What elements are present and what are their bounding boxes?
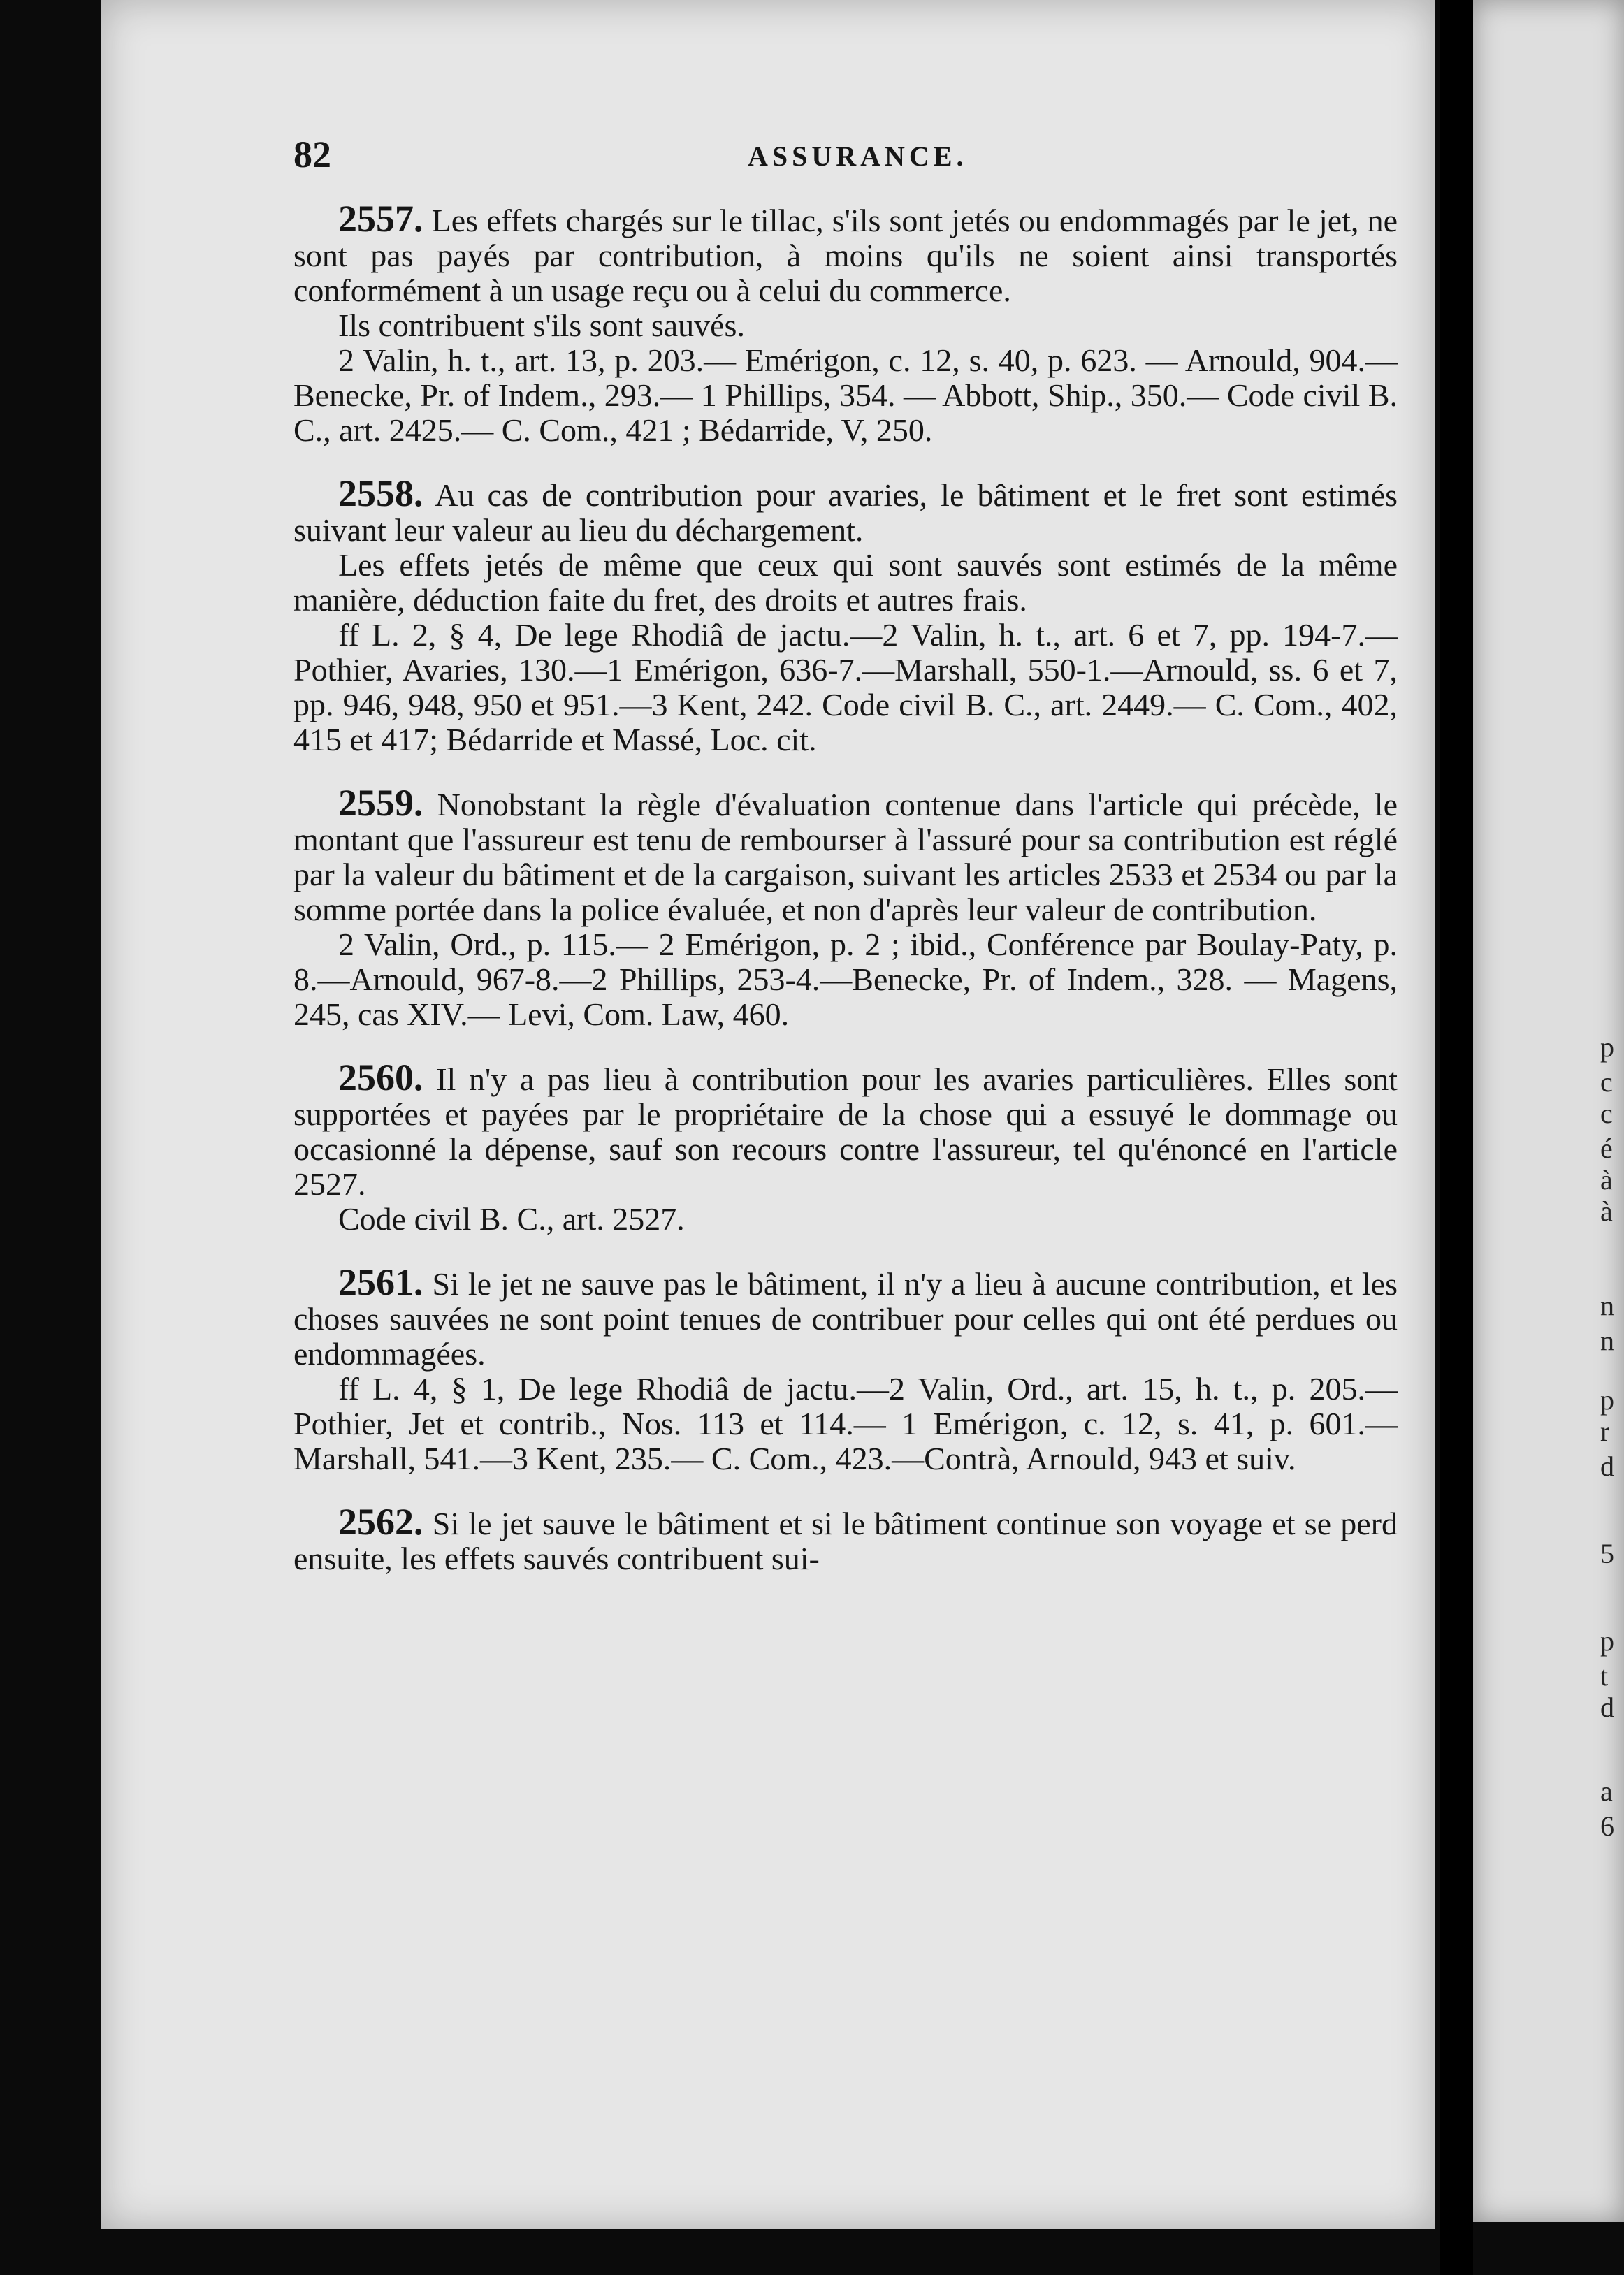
article-references: ff L. 2, § 4, De lege Rhodiâ de jactu.—2 Valin, h. t., art. 6 et 7, pp. 194-7.—Pothier, Avaries, 130.—1 Emérigon, 636-7.—Marshall, 550-1.—Arnould, ss. 6 et 7, pp. 946, 948, 950 et 951.—3 Kent, 242. Code civil B. C., art. 2449.— C. Com., 402, 415 et 417; Bédarride et Massé, Loc. cit. [293,617,1398,757]
facing-page-glyph: p [1600,1031,1614,1063]
running-title: ASSURANCE. [748,140,968,172]
page-content [293,133,1398,1604]
article-text [293,198,1398,308]
articles-list [293,198,1398,1576]
facing-page-glyph: r [1600,1416,1610,1447]
article-text [293,1261,1398,1372]
facing-page-glyph: c [1600,1098,1613,1129]
article-number: 2561. [338,1261,423,1303]
facing-page-glyph: n [1600,1325,1614,1356]
facing-page-glyph: à [1600,1195,1613,1227]
facing-page-glyph: 5 [1600,1538,1614,1569]
facing-page-glyph: d [1600,1692,1614,1723]
facing-page-glyph: c [1600,1066,1613,1098]
article-references: 2 Valin, Ord., p. 115.— 2 Emérigon, p. 2 ; ibid., Conférence par Boulay-Paty, p. 8.—Arnould, 967-8.—2 Phillips, 253-4.—Benecke, Pr. of Indem., 328. — Magens, 245, cas XIV.— Levi, Com. Law, 460. [293,926,1398,1032]
article-body: Il n'y a pas lieu à contribution pour les avaries particulières. Elles sont supportées et payées par le propriétaire de la chose qui a essuyé le dommage ou occasionné la dépense, sauf son recours contre l'assureur, tel qu'énoncé en l'article 2527. [293,1061,1398,1202]
facing-page-glyph: é [1600,1133,1613,1164]
article-number: 2558. [338,472,423,514]
article-text [293,1501,1398,1576]
facing-page-glyph: 6 [1600,1810,1614,1842]
article-references: 2 Valin, h. t., art. 13, p. 203.— Emérigon, c. 12, s. 40, p. 623. — Arnould, 904.—Benecke, Pr. of Indem., 293.— 1 Phillips, 354. — Abbott, Ship., 350.— Code civil B. C., art. 2425.— C. Com., 421 ; Bédarride, V, 250. [293,342,1398,448]
facing-page-glyph: a [1600,1775,1613,1807]
article-2560 [293,1056,1398,1237]
article-body: Nonobstant la règle d'évaluation contenue dans l'article qui précède, le montant que l'assureur est tenu de rembourser à l'assuré pour sa contribution est réglé par la valeur du bâtiment et de la cargaison, suivant les articles 2533 et 2534 ou par la somme portée dans la police évaluée, et non d'après leur valeur de contribution. [293,787,1398,927]
article-text-continued: Les effets jetés de même que ceux qui sont sauvés sont estimés de la même manière, déduction faite du fret, des droits et autres frais. [293,547,1398,618]
article-text [293,782,1398,927]
page-number: 82 [293,133,331,175]
article-number: 2562. [338,1501,423,1543]
article-text [293,1056,1398,1202]
facing-page-glyph: p [1600,1625,1614,1657]
article-text-continued: Ils contribuent s'ils sont sauvés. [338,307,745,343]
facing-page-glyph: à [1600,1164,1613,1195]
article-body: Les effets chargés sur le tillac, s'ils sont jetés ou endommagés par le jet, ne sont pas payés par contribution, à moins qu'ils ne soient ainsi transportés conformément à un usage reçu ou à celui du commerce. [293,203,1398,308]
article-2557 [293,198,1398,448]
article-number: 2559. [338,782,423,824]
article-2558 [293,472,1398,757]
facing-page-glyph: t [1600,1660,1609,1692]
article-2561 [293,1261,1398,1476]
article-2559 [293,782,1398,1032]
article-body: Si le jet sauve le bâtiment et si le bâtiment continue son voyage et se perd ensuite, les effets sauvés contribuent sui- [293,1506,1398,1576]
article-number: 2557. [338,198,423,240]
article-text [293,472,1398,548]
page-gutter [1440,0,1473,2275]
facing-page-glyph: n [1600,1290,1614,1321]
article-references: Code civil B. C., art. 2527. [338,1201,685,1237]
running-header [293,133,1398,189]
article-references: ff L. 4, § 1, De lege Rhodiâ de jactu.—2 Valin, Ord., art. 15, h. t., p. 205.— Pothier, Jet et contrib., Nos. 113 et 114.— 1 Emérigon, c. 12, s. 41, p. 601.—Marshall, 541.—3 Kent, 235.— C. Com., 423.—Contrà, Arnould, 943 et suiv. [293,1371,1398,1476]
facing-page-glyph: p [1600,1384,1614,1416]
article-2562 [293,1501,1398,1576]
facing-page-glyph: d [1600,1451,1614,1482]
article-body: Au cas de contribution pour avaries, le bâtiment et le fret sont estimés suivant leur valeur au lieu du déchargement. [293,477,1398,548]
article-body: Si le jet ne sauve pas le bâtiment, il n'y a lieu à aucune contribution, et les choses sauvées ne sont point tenues de contribuer pour celles qui ont été perdues ou endommagées. [293,1266,1398,1372]
article-number: 2560. [338,1056,423,1098]
